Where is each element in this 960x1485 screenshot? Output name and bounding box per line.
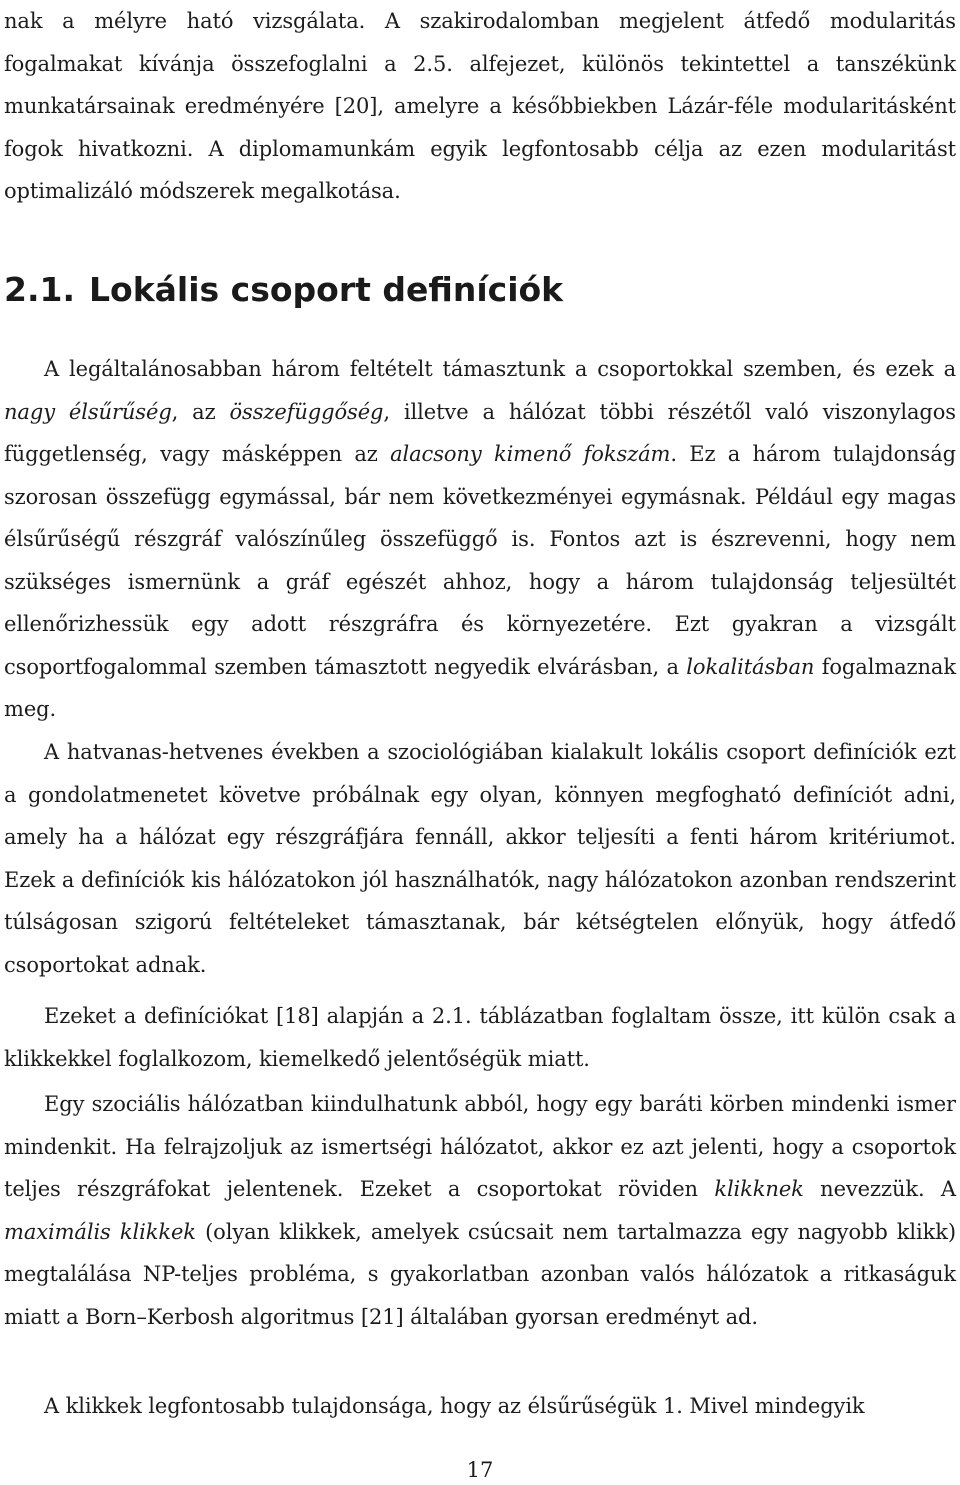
term-maximal-cliques: maximális klikkek [4,1219,196,1244]
text-run: . Ez a három tulajdonság szorosan összefügg egymással, bár nem következményei egymásnak. Például egy magas élsűrűségű részgráf valószínűleg összefüggő is. Fontos azt is észrevenni, hogy nem szükséges ismernünk a gráf egészét ahhoz, hogy a három tulajdonság teljesültét ellenőrizhessük egy adott részgráfra és környezetére. Ezt gyakran a vizsgált csoportfogalommal szemben támasztott negyedik elvárásban, a [4,442,957,679]
page-number: 17 [466,1458,494,1482]
term-locality: lokalitásban [686,654,815,679]
text-run: A legáltalánosabban három feltételt támasztunk a csoportokkal szemben, és ezek a [44,357,956,381]
section-title: Lokális csoport definíciók [89,270,564,309]
paragraph-sociology-definitions: A hatvanas-hetvenes években a szociológiában kialakult lokális csoport definíciók ezt a gondolatmenetet követve próbálnak egy olyan, könnyen megfogható definíciót adni, amely ha a hálózat egy részgráfjára fennáll, akkor teljesíti a fenti három kritériumot. Ezek a definíciók kis hálózatokon jól használhatók, nagy hálózatokon azonban rendszerint túlságosan szigorú feltételeket támasztanak, bár kétségtelen előnyük, hogy átfedő csoportokat adnak. [4,740,956,977]
paragraph-group-requirements [4,348,956,731]
section-number: 2.1. [4,270,75,309]
text-run: nevezzük. A [803,1177,956,1201]
term-low-out-degree: alacsony kimenő fokszám [390,442,671,466]
paragraph-table-reference: Ezeket a definíciókat [18] alapján a 2.1. táblázatban foglaltam össze, itt külön csak a klikkekkel foglalkozom, kiemelkedő jelentőségük miatt. [4,1004,956,1071]
intro-paragraph: nak a mélyre ható vizsgálata. A szakirodalomban megjelent átfedő modularitás fogalmakat kívánja összefoglalni a 2.5. alfejezet, különös tekintettel a tanszékünk munkatársainak eredményére [20], amelyre a későbbiekben Lázár-féle modularitásként fogok hivatkozni. A diplomamunkám egyik legfontosabb célja az ezen modularitást optimalizáló módszerek megalkotása. [4,9,956,203]
term-high-density: nagy élsűrűség [4,399,172,424]
paragraph-clique-density: A klikkek legfontosabb tulajdonsága, hogy az élsűrűségük 1. Mivel mindegyik [44,1394,865,1418]
text-run: fogalmaznak meg. [4,654,956,721]
term-clique: klikknek [714,1177,804,1201]
text-run: , az [171,399,230,424]
text-run: , illetve a hálózat többi részétől való viszonylagos függetlenség, vagy másképpen az [4,399,956,466]
text-run: (olyan klikkek, amelyek csúcsait nem tartalmazza egy nagyobb klikk) megtalálása NP-teljes probléma, s gyakorlatban azonban valós hálózatok a ritkaságuk miatt a Born–Kerbosh algoritmus [21] általában gyorsan eredményt ad. [4,1219,956,1329]
section-heading [4,262,563,318]
term-connectedness: összefüggőség [229,399,384,424]
paragraph-cliques [4,1083,956,1338]
text-run: Egy szociális hálózatban kiindulhatunk abból, hogy egy baráti körben mindenki ismer mindenkit. Ha felrajzoljuk az ismertségi hálózatot, akkor ez azt jelenti, hogy a csoportok teljes részgráfokat jelentenek. Ezeket a csoportokat röviden [4,1092,956,1201]
